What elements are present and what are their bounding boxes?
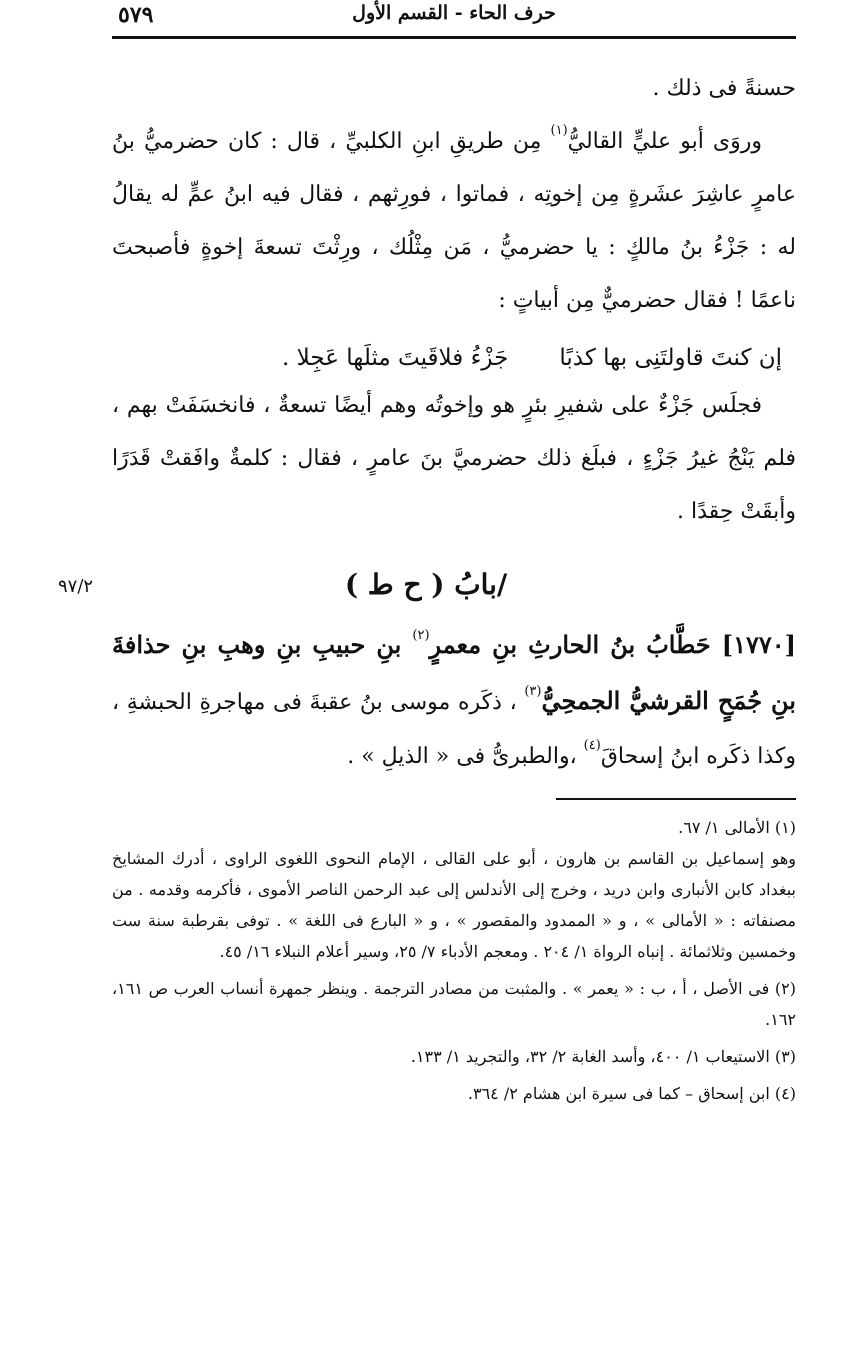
entry-name-rest: بنِ حبيبِ بنِ وهبِ بنِ حذافةَ بنِ جُمَحٍ القرشيُّ الجمحِيُّ [112,630,796,715]
entry-name-start: حَطَّابُ بنُ الحارثِ بنِ معمرٍ [429,630,711,659]
footnote-separator [556,798,796,800]
chapter-title: /بابُ ( ح ط ) [344,568,508,601]
verse-first-hemistich: إن كنتَ قاولتَنِى بها كذبًا [559,345,782,371]
footnote-3: (٣) الاستيعاب ١/ ٤٠٠، وأسد الغابة ٢/ ٣٢، والتجريد ١/ ١٣٣. [410,1047,796,1066]
poetry-verse [112,337,796,379]
verse-second-hemistich: جَزْءُ فلاقَيتَ مثلَها عَجِلا . [282,345,509,371]
entry-number: [١٧٧٠] [710,630,796,659]
footnote-1-continuation: وهو إسماعيل بن القاسم بن هارون ، أبو على القالى ، الإمام النحوى اللغوى الراوى ، أدرك المشايخ ببغداد كابن الأنبارى وابن دريد ، وخرج إلى الأندلس إلى عبد الرحمن الناصر الأموى ، فأكرمه وقدمه . من مصنفاته : « الأمالى » ، و « الممدود والمقصور » ، و « البارع فى اللغة » . توفى بقرطبة سنة ست وخمسين وثلاثمائة . إنباه الرواة ١/ ٢٠٤ . ومعجم الأدباء ٧/ ٢٥، وسير أعلام النبلاء ١٦/ ٤٥. [112,849,797,961]
paragraph-2 [112,115,796,327]
header-rule [112,36,796,39]
biography-entry [112,618,796,784]
entry-text-rest: ،والطبرىُّ فى « الذيلِ » . [347,744,584,769]
paragraph-3: فجلَس جَزْءٌ على شفيرِ بئرٍ هو وإخوتُه وهم أيضًا تسعةٌ ، فانخسَفَتْ بهم ، فلم يَنْجُ غيرُ جَزْءٍ ، فبلَغ ذلك حضرميَّ بنَ عامرٍ ، فقال : كلمةٌ وافَقتْ قَدَرًا وأبقَتْ حِقدًا . [112,393,796,524]
footnote-marker-2: (٢) [412,628,430,643]
chapter-heading-row [56,568,796,608]
footnotes [112,812,796,1109]
main-text [112,62,796,538]
footnote-marker-1: (١) [550,123,568,138]
footnote-marker-3: (٣) [524,684,542,699]
footnote-1: (١) الأمالى ١/ ٦٧. [678,818,796,837]
entry-paragraph [112,618,796,784]
paragraph-2-rest: مِن طريقِ ابنِ الكلبيِّ ، قال : كان حضرميُّ بنُ عامرٍ عاشِرَ عشَرةٍ مِن إخوتِه ، فماتوا ، فورِثهم ، فقال فيه ابنُ عمٍّ له يقالُ له : جَزْءُ بنُ مالكٍ : يا حضرميُّ ، مَن مِثْلُك ، ورِثْتَ تسعةَ إخوةٍ فأصبحتَ ناعمًا ! فقال حضرميٌّ مِن أبياتٍ : [112,129,796,313]
margin-reference: ٩٧/٢ [58,576,94,597]
paragraph-1: حسنةً فى ذلك . [652,76,796,101]
page-header [112,0,796,36]
footnote-2: (٢) فى الأصل ، أ ، ب : « يعمر » . والمثبت من مصادر الترجمة . وينظر جمهرة أنساب العرب ص ١٦١، ١٦٢. [112,979,796,1029]
page-number: ٥٧٩ [118,2,154,28]
running-title: حرف الحاء - القسم الأول [352,2,556,24]
footnote-4: (٤) ابن إسحاق – كما فى سيرة ابن هشام ٢/ ٣٦٤. [467,1084,796,1103]
paragraph-2-start: وروَى أبو عليٍّ القاليُّ [567,129,762,154]
entry-text-start: ، ذكَره موسى بنُ عقبةَ فى مهاجرةِ الحبشةِ ، وكذا ذكَره ابنُ إسحاقَ [112,690,796,769]
footnote-marker-4: (٤) [583,738,601,753]
